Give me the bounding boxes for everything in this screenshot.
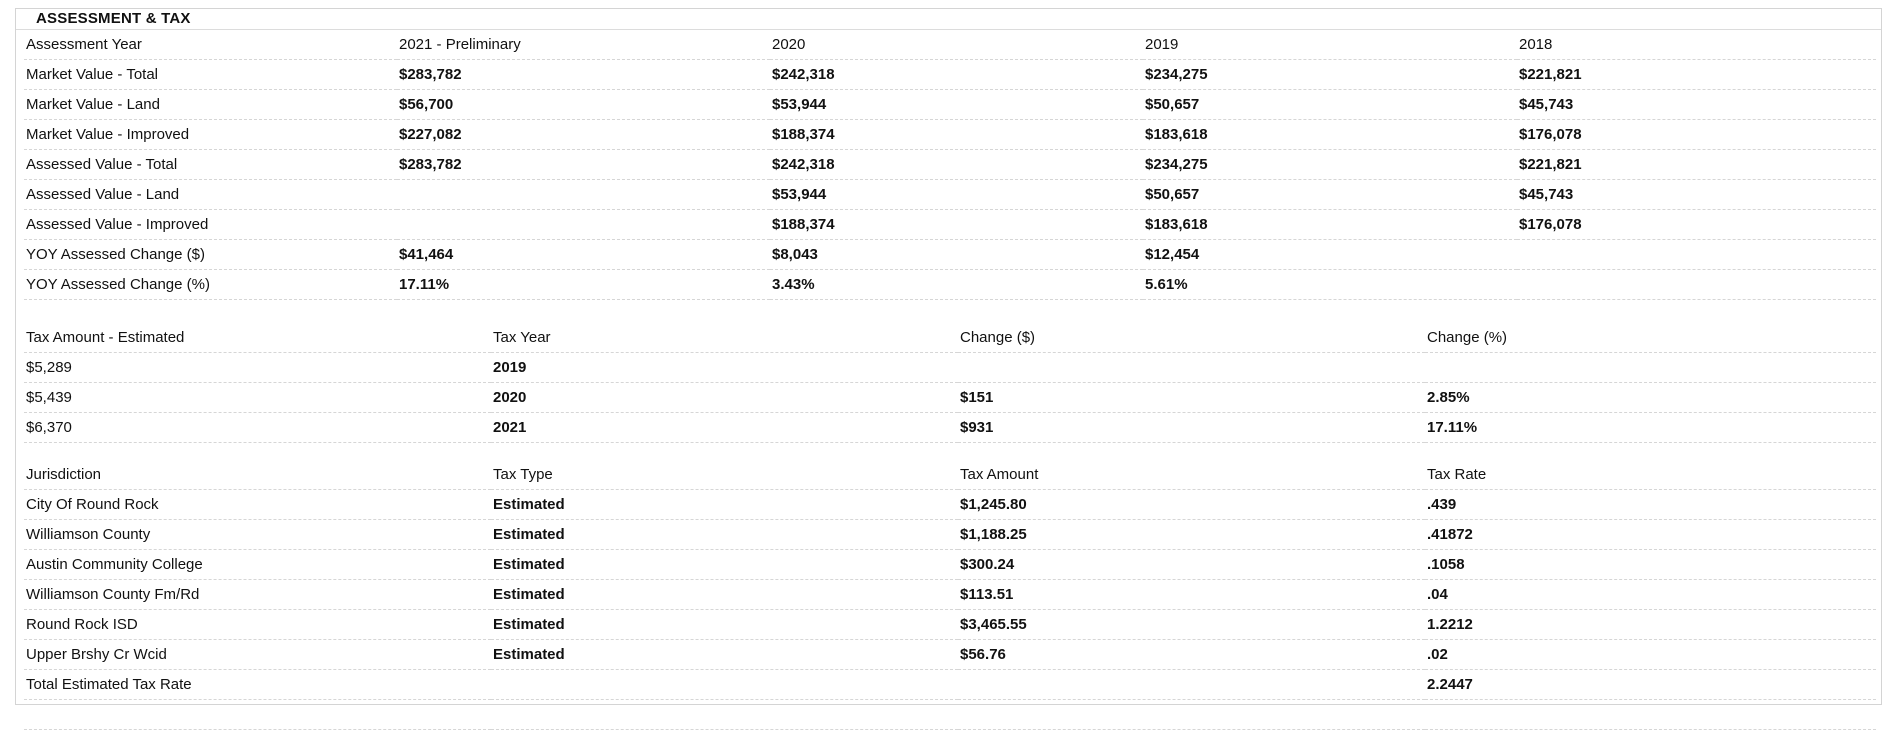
table-row	[24, 150, 1876, 180]
table-cell: $931	[958, 413, 1425, 443]
table-cell: $221,821	[1517, 150, 1876, 180]
table-cell: $221,821	[1517, 60, 1876, 90]
table-cell: .41872	[1425, 520, 1876, 550]
column-header: 2018	[1517, 30, 1876, 60]
table-row	[24, 413, 1876, 443]
row-label: YOY Assessed Change (%)	[24, 270, 397, 300]
table-cell: 5.61%	[1143, 270, 1517, 300]
column-header: 2019	[1143, 30, 1517, 60]
column-header: 2020	[770, 30, 1143, 60]
column-header: Tax Type	[491, 460, 958, 490]
table-cell	[958, 700, 1425, 730]
table-cell: $283,782	[397, 60, 770, 90]
row-label: Market Value - Land	[24, 90, 397, 120]
column-header: Tax Amount - Estimated	[24, 323, 491, 353]
column-header: Tax Rate	[1425, 460, 1876, 490]
table-row	[24, 120, 1876, 150]
table-cell	[491, 670, 958, 700]
table-cell	[1517, 240, 1876, 270]
row-label: Assessed Value - Land	[24, 180, 397, 210]
column-header: Jurisdiction	[24, 460, 491, 490]
table-cell: Estimated	[491, 640, 958, 670]
table-cell: 17.11%	[1425, 413, 1876, 443]
table-cell: $1,188.25	[958, 520, 1425, 550]
table-cell: $183,618	[1143, 210, 1517, 240]
table-cell: $12,454	[1143, 240, 1517, 270]
total-rate: 2.2447	[1425, 670, 1876, 700]
table-cell: 2021	[491, 413, 958, 443]
header-row	[24, 30, 1876, 60]
row-label: Assessed Value - Improved	[24, 210, 397, 240]
table-cell: $176,078	[1517, 120, 1876, 150]
table-cell: .1058	[1425, 550, 1876, 580]
table-cell: $242,318	[770, 150, 1143, 180]
column-header: Change ($)	[958, 323, 1425, 353]
table-cell: $50,657	[1143, 180, 1517, 210]
table-cell	[397, 180, 770, 210]
table-cell: $53,944	[770, 90, 1143, 120]
table-cell: .439	[1425, 490, 1876, 520]
table-cell: .02	[1425, 640, 1876, 670]
table-row	[24, 640, 1876, 670]
row-label: YOY Assessed Change ($)	[24, 240, 397, 270]
table-cell	[397, 210, 770, 240]
table-row	[24, 490, 1876, 520]
tax-history-table	[24, 323, 1876, 443]
header-row	[24, 460, 1876, 490]
table-cell: $41,464	[397, 240, 770, 270]
assessment-table	[24, 30, 1876, 300]
table-row	[24, 550, 1876, 580]
row-label: Upper Brshy Cr Wcid	[24, 640, 491, 670]
table-row	[24, 580, 1876, 610]
table-row	[24, 383, 1876, 413]
table-cell: $8,043	[770, 240, 1143, 270]
header-row	[24, 323, 1876, 353]
table-row	[24, 180, 1876, 210]
row-label: $6,370	[24, 413, 491, 443]
assessment-tax-panel	[15, 8, 1882, 705]
table-row	[24, 60, 1876, 90]
column-header: Tax Year	[491, 323, 958, 353]
table-cell: 3.43%	[770, 270, 1143, 300]
table-cell: 2019	[491, 353, 958, 383]
table-cell: Estimated	[491, 550, 958, 580]
table-row	[24, 270, 1876, 300]
table-cell	[491, 700, 958, 730]
table-cell: $53,944	[770, 180, 1143, 210]
table-cell: $183,618	[1143, 120, 1517, 150]
table-cell	[1517, 270, 1876, 300]
table-cell	[1425, 353, 1876, 383]
table-cell: $242,318	[770, 60, 1143, 90]
table-cell: .04	[1425, 580, 1876, 610]
jurisdiction-table	[24, 460, 1876, 730]
table-cell	[24, 700, 491, 730]
table-cell: $45,743	[1517, 90, 1876, 120]
table-cell: $300.24	[958, 550, 1425, 580]
table-cell: Estimated	[491, 610, 958, 640]
table-cell	[958, 670, 1425, 700]
row-label: $5,439	[24, 383, 491, 413]
table-cell: $1,245.80	[958, 490, 1425, 520]
table-cell: $56,700	[397, 90, 770, 120]
table-cell: $283,782	[397, 150, 770, 180]
row-label: Austin Community College	[24, 550, 491, 580]
table-cell	[958, 353, 1425, 383]
table-cell: $3,465.55	[958, 610, 1425, 640]
row-label: Assessed Value - Total	[24, 150, 397, 180]
row-label: Market Value - Total	[24, 60, 397, 90]
column-header: Assessment Year	[24, 30, 397, 60]
table-cell: $188,374	[770, 120, 1143, 150]
column-header: 2021 - Preliminary	[397, 30, 770, 60]
table-row	[24, 353, 1876, 383]
row-label: Williamson County	[24, 520, 491, 550]
table-row	[24, 610, 1876, 640]
row-label: City Of Round Rock	[24, 490, 491, 520]
table-cell: 1.2212	[1425, 610, 1876, 640]
column-header: Tax Amount	[958, 460, 1425, 490]
table-cell: 2.85%	[1425, 383, 1876, 413]
table-cell: 17.11%	[397, 270, 770, 300]
section-title: ASSESSMENT & TAX	[36, 10, 191, 27]
total-label: Total Estimated Tax Rate	[24, 670, 491, 700]
table-cell: $45,743	[1517, 180, 1876, 210]
table-row	[24, 210, 1876, 240]
table-cell: $113.51	[958, 580, 1425, 610]
table-row	[24, 90, 1876, 120]
table-row	[24, 520, 1876, 550]
table-cell: 2020	[491, 383, 958, 413]
table-cell: Estimated	[491, 520, 958, 550]
column-header: Change (%)	[1425, 323, 1876, 353]
table-row	[24, 240, 1876, 270]
total-row	[24, 670, 1876, 700]
table-cell: Estimated	[491, 580, 958, 610]
empty-row	[24, 700, 1876, 730]
table-cell: $151	[958, 383, 1425, 413]
table-cell: Estimated	[491, 490, 958, 520]
table-cell: $56.76	[958, 640, 1425, 670]
table-cell: $227,082	[397, 120, 770, 150]
row-label: Round Rock ISD	[24, 610, 491, 640]
table-cell: $234,275	[1143, 60, 1517, 90]
table-cell: $234,275	[1143, 150, 1517, 180]
table-cell: $188,374	[770, 210, 1143, 240]
table-cell: $176,078	[1517, 210, 1876, 240]
row-label: Market Value - Improved	[24, 120, 397, 150]
row-label: $5,289	[24, 353, 491, 383]
table-cell	[1425, 700, 1876, 730]
row-label: Williamson County Fm/Rd	[24, 580, 491, 610]
table-cell: $50,657	[1143, 90, 1517, 120]
